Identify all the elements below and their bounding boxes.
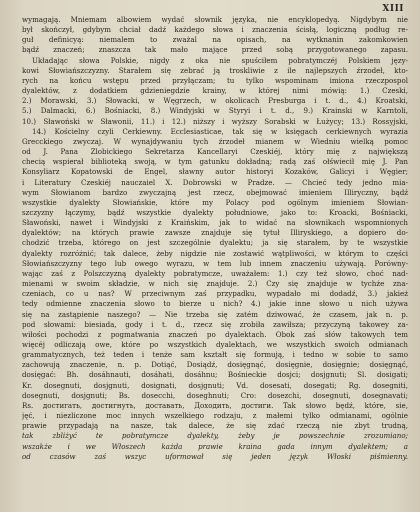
text-line: wszakże i we Włoszech każda prawie kraina gada innym dyalektem; a — [22, 441, 408, 451]
text-line: od czasów zaś wszyc uformował się jeden język Włoski piśmienny. — [22, 451, 408, 461]
text-line: jęć, i niezliczone moc innych wszelkiego rodzaju, z małemi tylko odmianami, ogólnie — [22, 411, 408, 421]
text-line: dyalektów; na których prawie zawsze znajduje się tytuł Illiryskiego, a dopiero do- — [22, 228, 408, 238]
text-line: więcéj odliczają owe, które po wszystkich dyalektach, we wszystkich swoich odmianach — [22, 340, 408, 349]
text-line: mienami w swoim składzie, w nich się znajduje. 2.) Czy się znajduje w tychże zna- — [22, 279, 408, 289]
text-line: checią wspierał biblioteką swoją, w tym gatunku dokładną; radą zaś ołświecił mię J. Pan — [22, 157, 408, 167]
text-line: guł definicyą: niemalem to zważal na opisach, na wytknanin zakomkowien — [22, 35, 408, 45]
text-line: wymagają. Mniemam albowiem wydać słownik języka, nie encyklopedyą. Nigdybym nie — [22, 15, 408, 24]
text-line: wym Słowianom bardzo zwyczajną jest rzecz, obejmować imieniem Illiryczny, bądź — [22, 187, 408, 197]
text-line: wszystkie dyalekty Słowiańskie, które my Polacy pod ogólnym imieniem Słowian- — [22, 197, 408, 207]
text-line: Grecckiego zwyczaj. W wynajdywaniu tych źrzodeł mianem w Wiedniu wielką pomoc — [22, 136, 408, 146]
text-line: dosięgać: Bh. dosáhnauti, dosáhati, dosáhnu; Bośnieckie dosjci; dosjgnuti; Sl. dosigati; — [22, 370, 408, 380]
text-line: rych na końcu wstępu przed przyłączam; tu tylko wspominam imiona rzeczpospol — [22, 75, 408, 85]
text-line: tedy odmienne znaczenia słowo to bierze u nich? 4.) jakie inne słowo u nich używa — [22, 299, 408, 309]
text-line: Kr. dosegnuti, dosjgnuti, dosignati, dosjgnuti; Vd. dosesati, dosegati; Rg. dosegniti, — [22, 380, 408, 390]
text-line: dyalektów, z dodatkiem gdzieniegdzie krainy, w której nimi mówią: 1.) Czeski, — [22, 86, 408, 96]
text-line: od J. Pana Zlobickiego Sekretarza Kancellaryi Czeskiéj, który mię z największą — [22, 147, 408, 157]
text-line: tak zbliżyć te pobratymcze dyalekty, żeby je powszechnie zrozumiano; — [22, 431, 408, 441]
text-line: chodzić trzeba, którego on jest szczególnie dyalektu; ja się starałem, by te wszystkie — [22, 238, 408, 248]
text-line: wiłości pochodzi z pogmatwania znaczeń po dyalektach. Obok zaś słów takowych tem — [22, 329, 408, 339]
body-text — [22, 15, 408, 462]
text-line: 14.) Kościelny czyli Cerkiewny. Ecclesiasticae, tak się w księgach cerkiewnych wyrazia — [32, 126, 408, 136]
text-line: szczyzny łączymy, bądź wszystkie dyalekty południowe, jako to: Kroacki, Bośniacki, — [22, 207, 408, 217]
text-line: Rs. достигать, достигнуть, доставать, Доходить, достиги. Tak słowo będź, które, sie, — [22, 400, 408, 410]
text-line: i Literatury Czeskiéj nauczaiel X. Dobrowski w Pradze. — Chcieć tedy jedno mia- — [22, 177, 408, 187]
text-line: prawie przypadają na nasze, tak dalece, że się zdać rzeczą nie zbyt trudną, — [22, 421, 408, 431]
text-line: 2.) Morawski, 3.) Słowacki, w Węgrzech, w okolicach Presburga i t. d., 4.) Kroatski, — [22, 96, 408, 106]
text-line: był skończył, gdybym chciał dadź każdego słowa i znaczenia ścisłą, logiczną podług re- — [22, 25, 408, 35]
page-number: XIII — [382, 4, 404, 14]
text-line: 5.) Dalmacki, 6.) Bośniacki, 8.) Windyjski w Styryi i t. d., 9.) Krainski w Karntoli, — [22, 106, 408, 116]
text-line: grammatycznych, też teden i tenże sam kształt się formują, i tedno w sobie to samo — [22, 350, 408, 360]
text-line: dyalekty rozróżnić; tak dalece, żeby nigdzie nie zostawić wątpliwości, w którym to części — [22, 248, 408, 258]
text-line: się na zastąpienie naszego? — Nie trzeba się zatém dziwować, że czasem, jak n. p. — [22, 309, 408, 319]
text-line: czeniach, co u nas? W przeciwnym zaś przypadku, wypadało mi dodadź, 3.) jakież — [22, 289, 408, 299]
text-line: Sławoński, nawet i Windyjski z Kraińskim, jak to widać na słownikach wspomnionych — [22, 218, 408, 228]
text-line: zachowują znaczenie, n. p. Dotiąć, Dosiądź, dosięgnąć, dosięgnie, dosięgnie; dosięgnąć, — [22, 360, 408, 370]
text-line: Słowiańszczyzny tego lub owego wyrazu, w tem lub innem znaczeniu używają. Porówny- — [22, 258, 408, 268]
text-line: Układając słowa Polskie, nigdy z oka nie spuściłem pobratymczéj Polskiem języ- — [32, 55, 408, 65]
text-line: 10.) Sławoński w Sławonii, 11.) i 12.) niższy i wyższy Sorabski w Łużycy; 13.) Rossyjski, — [22, 116, 408, 126]
text-line: pod słowami: biesiada, gody i t. d., rzecz się zrobiła zawiłsza; przyczyną takowey za- — [22, 319, 408, 329]
text-line: bądź znaczeń; znaszcza tak mało mające przed sobą przygotowanego zapasu. — [22, 45, 408, 55]
text-line: kowi Słowiańszczyzny. Starałem się zebrać ją troskliwie z ile najlepszych źrzodeł, kto- — [22, 65, 408, 75]
text-line: dosegnuti, dosjgnuti; Bs. dosecchi, doseghnuti; Cro: dosezchi, dosegnuti, dosegnavati; — [22, 390, 408, 400]
text-line: wając zaś z Polszczyzną dyalekty pobratymcze, uważałem: 1.) czy też słowo, choć nad- — [22, 268, 408, 278]
text-line: Konsyliarz Kopatowski de Engel, sławny autor historyi Kozaków, Galicyi i Węgier; — [22, 167, 408, 177]
